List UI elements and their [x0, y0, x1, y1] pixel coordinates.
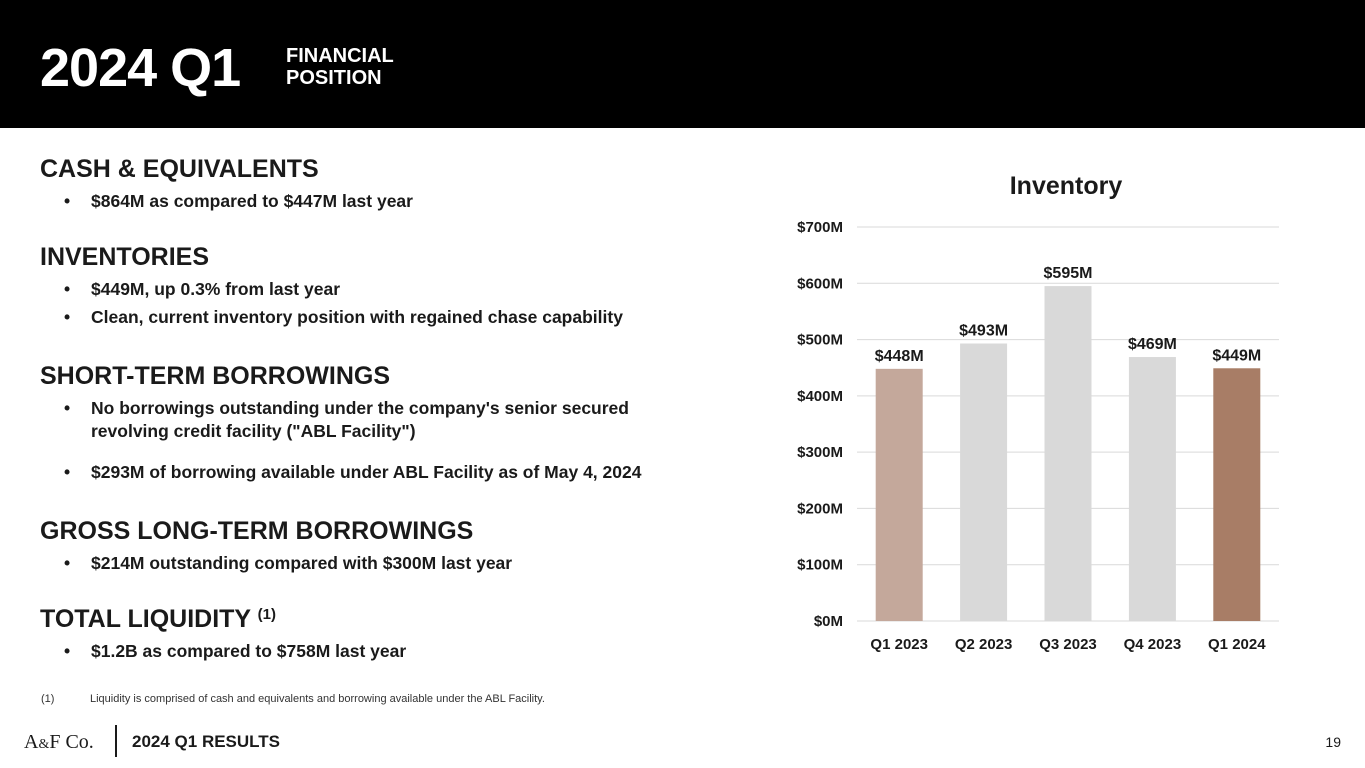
- bar: [1129, 357, 1176, 621]
- bullet-text: $1.2B as compared to $758M last year: [91, 641, 407, 661]
- bullet-text: $214M outstanding compared with $300M last year: [91, 553, 513, 573]
- bullet-item: [40, 461, 680, 484]
- y-tick-label: $500M: [797, 331, 843, 349]
- x-tick-label: Q2 2023: [954, 636, 1013, 653]
- company-logo: [24, 731, 94, 754]
- data-label: $595M: [1043, 265, 1093, 283]
- y-tick-label: $200M: [797, 500, 843, 518]
- section-heading: INVENTORIES: [40, 243, 210, 271]
- data-label: $448M: [874, 347, 924, 365]
- section-heading: [40, 604, 406, 634]
- data-label: $449M: [1212, 347, 1262, 365]
- inventory-chart: [760, 160, 1300, 660]
- y-tick-label: $700M: [797, 219, 843, 236]
- y-tick-label: $600M: [797, 275, 843, 293]
- bar: [1213, 368, 1260, 621]
- y-tick-label: $300M: [797, 444, 843, 462]
- section-cash: [40, 154, 413, 213]
- bullet-dot: •: [64, 398, 71, 418]
- footer-divider: [115, 725, 117, 757]
- section-heading-text: TOTAL LIQUIDITY: [40, 605, 251, 633]
- bullet-item: [40, 552, 512, 575]
- footnote: [41, 693, 545, 705]
- header-bar: [0, 0, 1365, 128]
- section-inventories: [40, 242, 623, 329]
- section-total-liquidity: [40, 604, 406, 663]
- y-tick-label: $0M: [813, 613, 843, 630]
- section-short-term-borrowings: [40, 361, 680, 484]
- bullet-dot: •: [64, 279, 71, 299]
- bullet-dot: •: [64, 191, 71, 211]
- x-tick-label: Q4 2023: [1123, 636, 1182, 653]
- logo-text: F Co.: [49, 731, 94, 753]
- bullet-dot: •: [64, 553, 71, 573]
- page-subtitle-line2: POSITION: [286, 67, 382, 89]
- bullet-item: [40, 397, 680, 443]
- footnote-reference: (1): [257, 606, 276, 623]
- page-number: 19: [1325, 734, 1341, 750]
- bullet-text: No borrowings outstanding under the company's senior secured revolving credit facility ("ABL Facility"): [91, 398, 629, 441]
- page-subtitle-line1: FINANCIAL: [286, 45, 394, 67]
- bullet-text: $293M of borrowing available under ABL Facility as of May 4, 2024: [91, 462, 642, 482]
- page-subtitle: [286, 45, 394, 89]
- footer: [0, 722, 1365, 762]
- bar: [876, 369, 923, 621]
- bullet-item: [40, 278, 623, 301]
- bar: [1045, 286, 1092, 621]
- section-heading: CASH & EQUIVALENTS: [40, 155, 319, 183]
- bullet-dot: •: [64, 462, 71, 482]
- data-label: $493M: [959, 322, 1009, 340]
- x-tick-label: Q1 2023: [870, 636, 928, 653]
- x-tick-label: Q1 2024: [1208, 636, 1266, 653]
- bullet-dot: •: [64, 307, 71, 327]
- footer-title: 2024 Q1 RESULTS: [132, 732, 281, 751]
- x-tick-label: Q3 2023: [1039, 636, 1097, 653]
- footnote-number: (1): [41, 693, 55, 705]
- section-long-term-borrowings: [40, 516, 512, 575]
- bullet-item: [40, 190, 413, 213]
- data-label: $469M: [1127, 336, 1177, 354]
- bullet-text: $449M, up 0.3% from last year: [91, 279, 340, 299]
- bullet-text: $864M as compared to $447M last year: [91, 191, 413, 211]
- y-tick-label: $400M: [797, 387, 843, 405]
- y-tick-label: $100M: [797, 556, 843, 574]
- logo-ampersand: &: [38, 737, 50, 752]
- section-heading: SHORT-TERM BORROWINGS: [40, 362, 390, 390]
- bullet-item: [40, 640, 406, 663]
- bullet-text: Clean, current inventory position with regained chase capability: [91, 307, 623, 327]
- bullet-dot: •: [64, 641, 71, 661]
- chart-title: Inventory: [1009, 172, 1123, 200]
- section-heading: GROSS LONG-TERM BORROWINGS: [40, 517, 474, 545]
- footnote-text: Liquidity is comprised of cash and equivalents and borrowing available under the ABL Facility.: [90, 693, 545, 705]
- page-title: 2024 Q1: [40, 38, 241, 98]
- bullet-item: [40, 306, 623, 329]
- bar: [960, 344, 1007, 621]
- logo-letter: A: [24, 731, 39, 753]
